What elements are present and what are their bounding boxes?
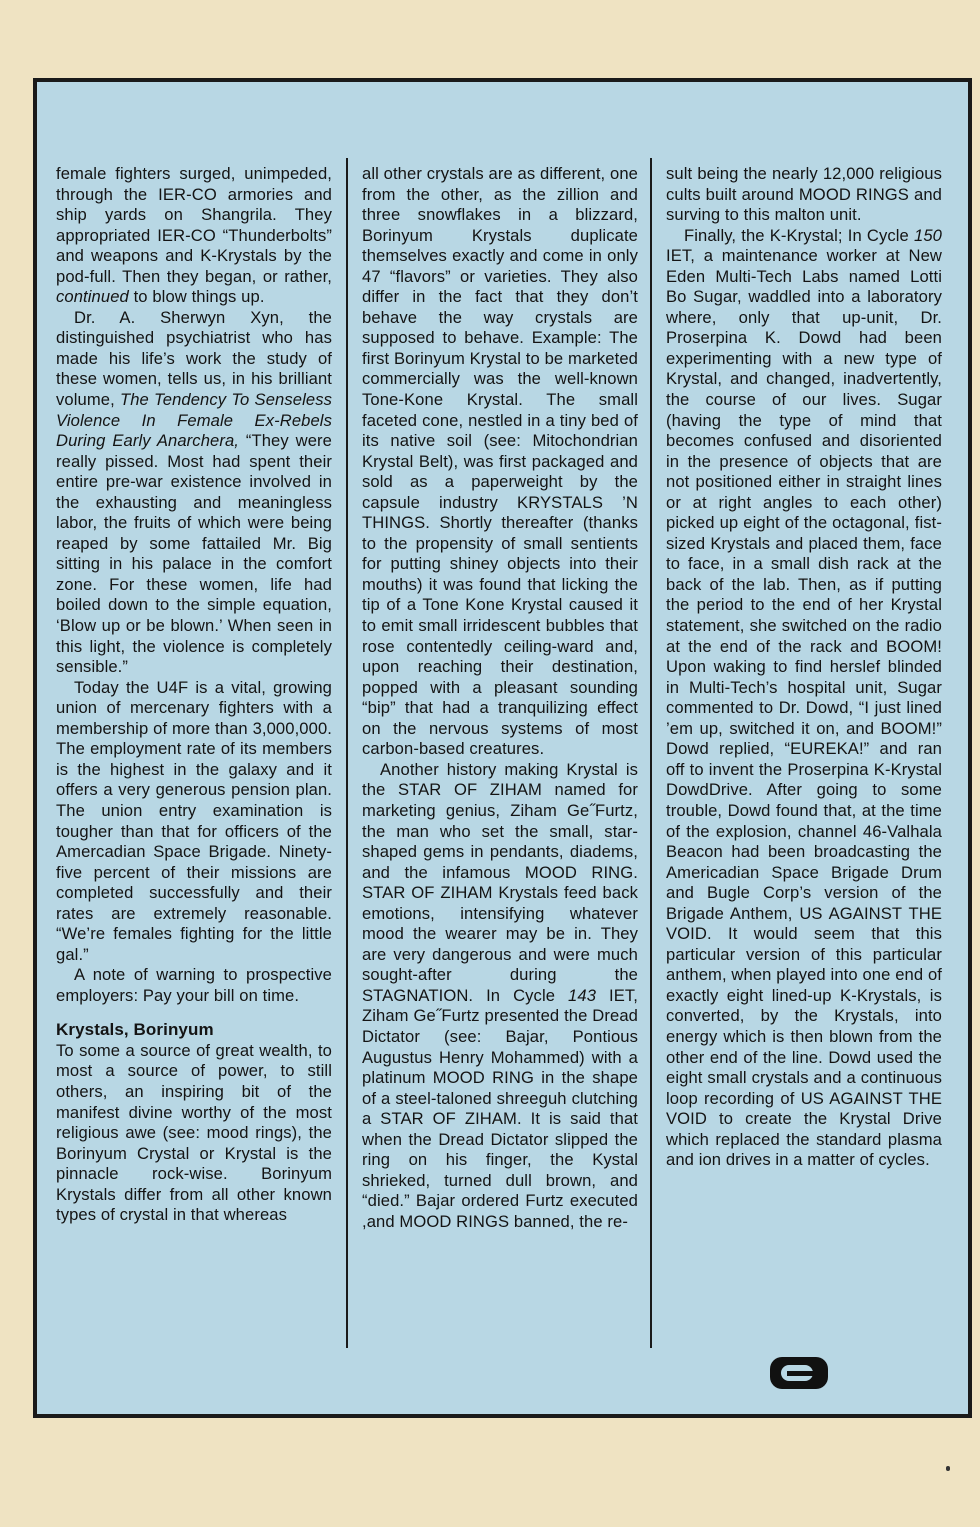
paragraph: Another history making Krystal is the STAR OF ZIHAM named for marketing genius, Ziham Ge˝Furtz, the man who set the small, star-shaped gems in pendants, diadems, and the infamous MOOD RING. STAR OF ZIHAM Krystals feed back emotions, intensifying whatever mood the wearer may be in. They are very dangerous and were much sought-after during the STAGNATION. In Cycle 143 IET, Ziham Ge˝Furtz presented the Dread Dictator (see: Bajar, Pontious Augustus Henry Mohammed) with a platinum MOOD RING in the shape of a steel-taloned shreeguh clutching a STAR OF ZIHAM. It is said that when the Dread Dictator slipped the ring on his finger, the Kystal shrieked, turned dull brown, and “died.” Bajar ordered Furtz executed ,and MOOD RINGS banned, the re- (362, 759, 638, 1231)
column-1 (56, 164, 332, 1226)
paragraph: To some a source of great wealth, to most a source of power, to still others, an inspiring bit of the manifest divine worthy of the most religious awe (see: mood rings), the Borinyum Crystal or Krystal is the pinnacle rock-wise. Borinyum Krystals differ from all other known types of crystal in that whereas (56, 1040, 332, 1225)
column-2 (362, 164, 638, 1232)
paragraph: A note of warning to prospective employers: Pay your bill on time. (56, 965, 332, 1005)
article-panel (33, 78, 972, 1418)
paragraph: all other crystals are as different, one from the other, as the zillion and three snowflakes in a blizzard, Borinyum Krystals duplicate themselves exactly and come in only 47 “flavors” or varieties. They also differ in the fact that they don’t behave the way crystals are supposed to behave. Example: The first Borinyum Krystal to be marketed commercially was the well-known Tone-Kone Krystal. The small faceted cone, nestled in a tiny bed of its native soil (see: Mitochondrian Krystal Belt), was first packaged and sold as a paperweight by the capsule industry KRYSTALS ’N THINGS. Shortly thereafter (thanks to the propensity of small sentients for putting shiney objects into their mouths) it was found that licking the tip of a Tone Kone Krystal caused it to emit small irridescent bubbles that rose contentedly ceiling-ward and, upon reaching their destination, popped with a pleasant sounding “bip” that had a tranquilizing effect on the nervous systems of most carbon-based creatures. (362, 164, 638, 759)
column-3 (666, 164, 942, 1171)
column-divider (650, 158, 652, 1348)
e-logo-icon (770, 1357, 828, 1389)
section-heading: Krystals, Borinyum (56, 1020, 214, 1040)
column-divider (346, 158, 348, 1348)
paragraph: Today the U4F is a vital, growing union of mercenary fighters with a membership of more than 3,000,000. The employment rate of its members is the highest in the galaxy and it offers a very generous pension plan. The union entry examination is tougher than that for officers of the Amercadian Space Brigade. Ninety-five percent of their missions are completed successfully and their rates are extremely reasonable. “We’re females fighting for the little gal.” (56, 677, 332, 964)
paragraph: Dr. A. Sherwyn Xyn, the distinguished psychiatrist who has made his life’s work the study of these women, tells us, in his brilliant volume, The Tendency To Senseless Violence In Female Ex-Rebels During Early Anarchera, “They were really pissed. Most had spent their entire pre-war existence involved in the exhausting and meaningless labor, the fruits of which were being reaped by some fattailed Mr. Big sitting in his palace in the comfort zone. For these women, life had boiled down to the simple equation, ‘Blow up or be blown.’ When seen in this light, the violence is completely sensible.” (56, 307, 332, 677)
paper-speck (946, 1466, 950, 1471)
paragraph: female fighters surged, unimpeded, through the IER-CO armories and ship yards on Shangrila. They appropriated IER-CO “Thunderbolts” and weapons and K-Krystals by the pod-full. Then they began, or rather, continued to blow things up. (56, 164, 332, 307)
paragraph: sult being the nearly 12,000 religious cults built around MOOD RINGS and surving to this malton unit. (666, 164, 942, 225)
paragraph: Finally, the K-Krystal; In Cycle 150 IET, a maintenance worker at New Eden Multi-Tech Labs named Lotti Bo Sugar, waddled into a laboratory where, only that up-unit, Dr. Proserpina K. Dowd had been experimenting with a new type of Krystal, and changed, inadvertently, the course of our lives. Sugar (having the type of mind that becomes confused and disoriented in the presence of objects that are not positioned either in straight lines or at right angles to each other) picked up eight of the octagonal, fist-sized Krystals and placed them, face to face, in a small dish rack at the back of the lab. Then, as if putting the period to the end of her Krystal statement, she switched on the radio at the end of the rack and BOOM! Upon waking to find herslef blinded in Multi-Tech’s hospital unit, Sugar commented to Dr. Dowd, “I just lined ’em up, switched it on, and BOOM!” Dowd replied, “EUREKA!” and ran off to invent the Proserpina K-Krystal DowdDrive. After going to some trouble, Dowd found that, at the time of the explosion, channel 46-Valhala Beacon had been broadcasting the Americadian Space Brigade Drum and Bugle Corp’s version of the Brigade Anthem, US AGAINST THE VOID. It would seem that this particular version of this particular anthem, when played into one end of exactly eight lined-up K-Krystals, is converted, by the Krystals, into energy which is then blown from the other end of the line. Dowd used the eight small crystals and a continuous loop recording of US AGAINST THE VOID to create the Krystal Drive which replaced the standard plasma and ion drives in a matter of cycles. (666, 225, 942, 1170)
